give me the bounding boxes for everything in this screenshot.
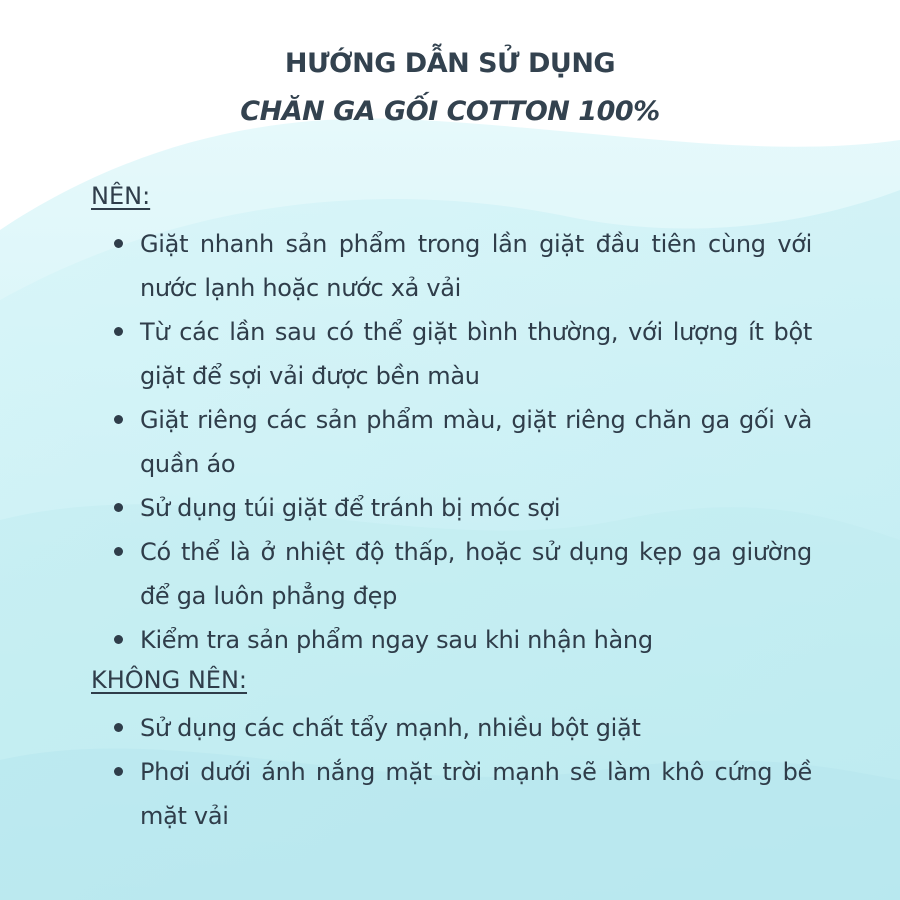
dont-item — [112, 706, 812, 750]
do-item-text: Giặt nhanh sản phẩm trong lần giặt đầu tiên cùng với nước lạnh hoặc nước xả vải — [140, 230, 812, 302]
do-item-text: Từ các lần sau có thể giặt bình thường, với lượng ít bột giặt để sợi vải được bền màu — [140, 318, 812, 390]
do-item — [112, 310, 812, 398]
bullet-icon — [114, 723, 123, 732]
do-item-text: Có thể là ở nhiệt độ thấp, hoặc sử dụng kẹp ga giường để ga luôn phẳng đẹp — [140, 538, 812, 610]
do-item — [112, 222, 812, 310]
bullet-icon — [114, 415, 123, 424]
do-item-text: Giặt riêng các sản phẩm màu, giặt riêng chăn ga gối và quần áo — [140, 406, 812, 478]
bullet-icon — [114, 635, 123, 644]
dont-item-text: Sử dụng các chất tẩy mạnh, nhiều bột giặt — [140, 714, 641, 742]
guide-subtitle: CHĂN GA GỐI COTTON 100% — [240, 96, 660, 127]
bullet-icon — [114, 503, 123, 512]
dont-item-text: Phơi dưới ánh nắng mặt trời mạnh sẽ làm khô cứng bề mặt vải — [140, 758, 812, 830]
bullet-icon — [114, 239, 123, 248]
dont-list — [112, 706, 812, 838]
bullet-icon — [114, 327, 123, 336]
guide-title: HƯỚNG DẪN SỬ DỤNG — [284, 48, 616, 79]
do-item — [112, 618, 812, 662]
dont-item — [112, 750, 812, 838]
dont-section-label: KHÔNG NÊN: — [91, 666, 248, 694]
bullet-icon — [114, 767, 123, 776]
do-item-text: Sử dụng túi giặt để tránh bị móc sợi — [140, 494, 561, 522]
do-item-text: Kiểm tra sản phẩm ngay sau khi nhận hàng — [140, 626, 653, 654]
do-item — [112, 398, 812, 486]
do-section-label: NÊN: — [91, 182, 151, 210]
do-list — [112, 222, 812, 662]
bullet-icon — [114, 547, 123, 556]
do-item — [112, 530, 812, 618]
do-item — [112, 486, 812, 530]
